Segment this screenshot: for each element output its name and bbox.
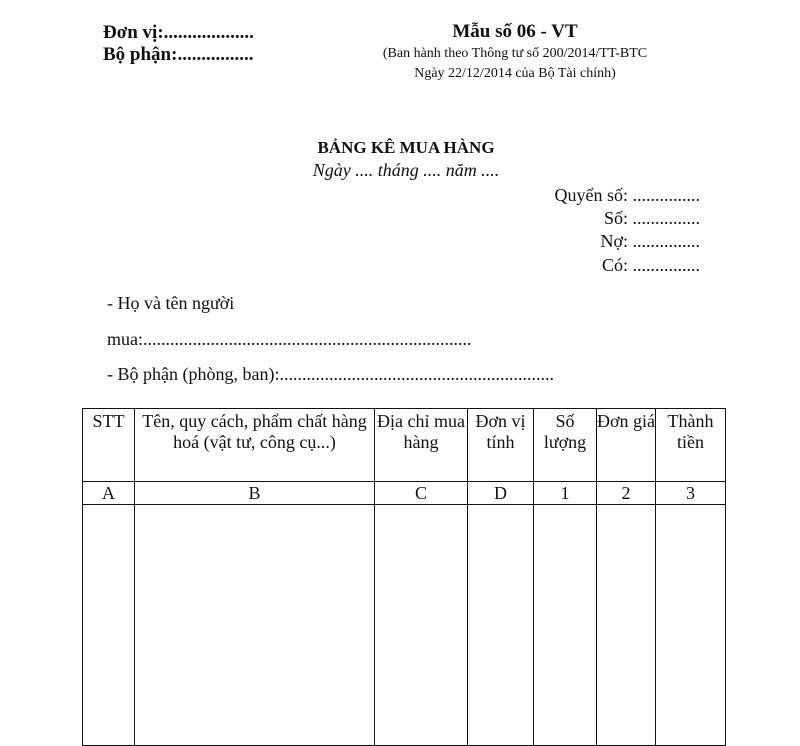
code-purchase-address: C: [375, 482, 468, 505]
issued-by-line-2: Ngày 22/12/2014 của Bộ Tài chính): [414, 66, 616, 81]
purchase-items-table: [82, 408, 726, 746]
code-item-name: B: [135, 482, 375, 505]
cell-unit: [468, 505, 534, 746]
cell-amount: [656, 505, 726, 746]
header-unit: Đơn vị tính: [468, 409, 534, 482]
header-unit-price: Đơn giá: [597, 409, 656, 482]
header-item-name: Tên, quy cách, phẩm chất hàng hoá (vật tư, công cụ...): [135, 409, 375, 482]
cell-purchase-address: [375, 505, 468, 746]
header-quantity: Số lượng: [534, 409, 597, 482]
book-number-field: Quyển số: ...............: [554, 185, 700, 205]
issued-by-line-1: (Ban hành theo Thông tư số 200/2014/TT-BTC: [382, 46, 648, 61]
form-number: Mẫu số 06 - VT: [452, 21, 578, 42]
buyer-name-label: - Họ và tên người: [107, 293, 235, 313]
unit-label: Đơn vị:...................: [103, 22, 254, 43]
cell-item-name: [135, 505, 375, 746]
table-header-row: [83, 409, 726, 482]
code-unit: D: [468, 482, 534, 505]
cell-stt: [83, 505, 135, 746]
department-field: - Bộ phận (phòng, ban):.............................................................: [107, 364, 554, 384]
code-unit-price: 2: [597, 482, 656, 505]
document-number-field: Số: ...............: [603, 208, 700, 228]
date-line: Ngày .... tháng .... năm ....: [312, 160, 500, 180]
header-stt: STT: [83, 409, 135, 482]
debit-account-field: Nợ: ...............: [600, 231, 700, 251]
cell-quantity: [534, 505, 597, 746]
code-amount: 3: [656, 482, 726, 505]
header-amount: Thành tiền: [656, 409, 726, 482]
credit-account-field: Có: ...............: [601, 255, 700, 275]
header-purchase-address: Địa chỉ mua hàng: [375, 409, 468, 482]
column-code-row: [83, 482, 726, 505]
document-title: BẢNG KÊ MUA HÀNG: [317, 138, 495, 157]
table-row: [83, 505, 726, 746]
buyer-name-field: mua:.........................................................................: [107, 329, 472, 349]
cell-unit-price: [597, 505, 656, 746]
code-quantity: 1: [534, 482, 597, 505]
code-stt: A: [83, 482, 135, 505]
department-label: Bộ phận:................: [103, 44, 254, 65]
